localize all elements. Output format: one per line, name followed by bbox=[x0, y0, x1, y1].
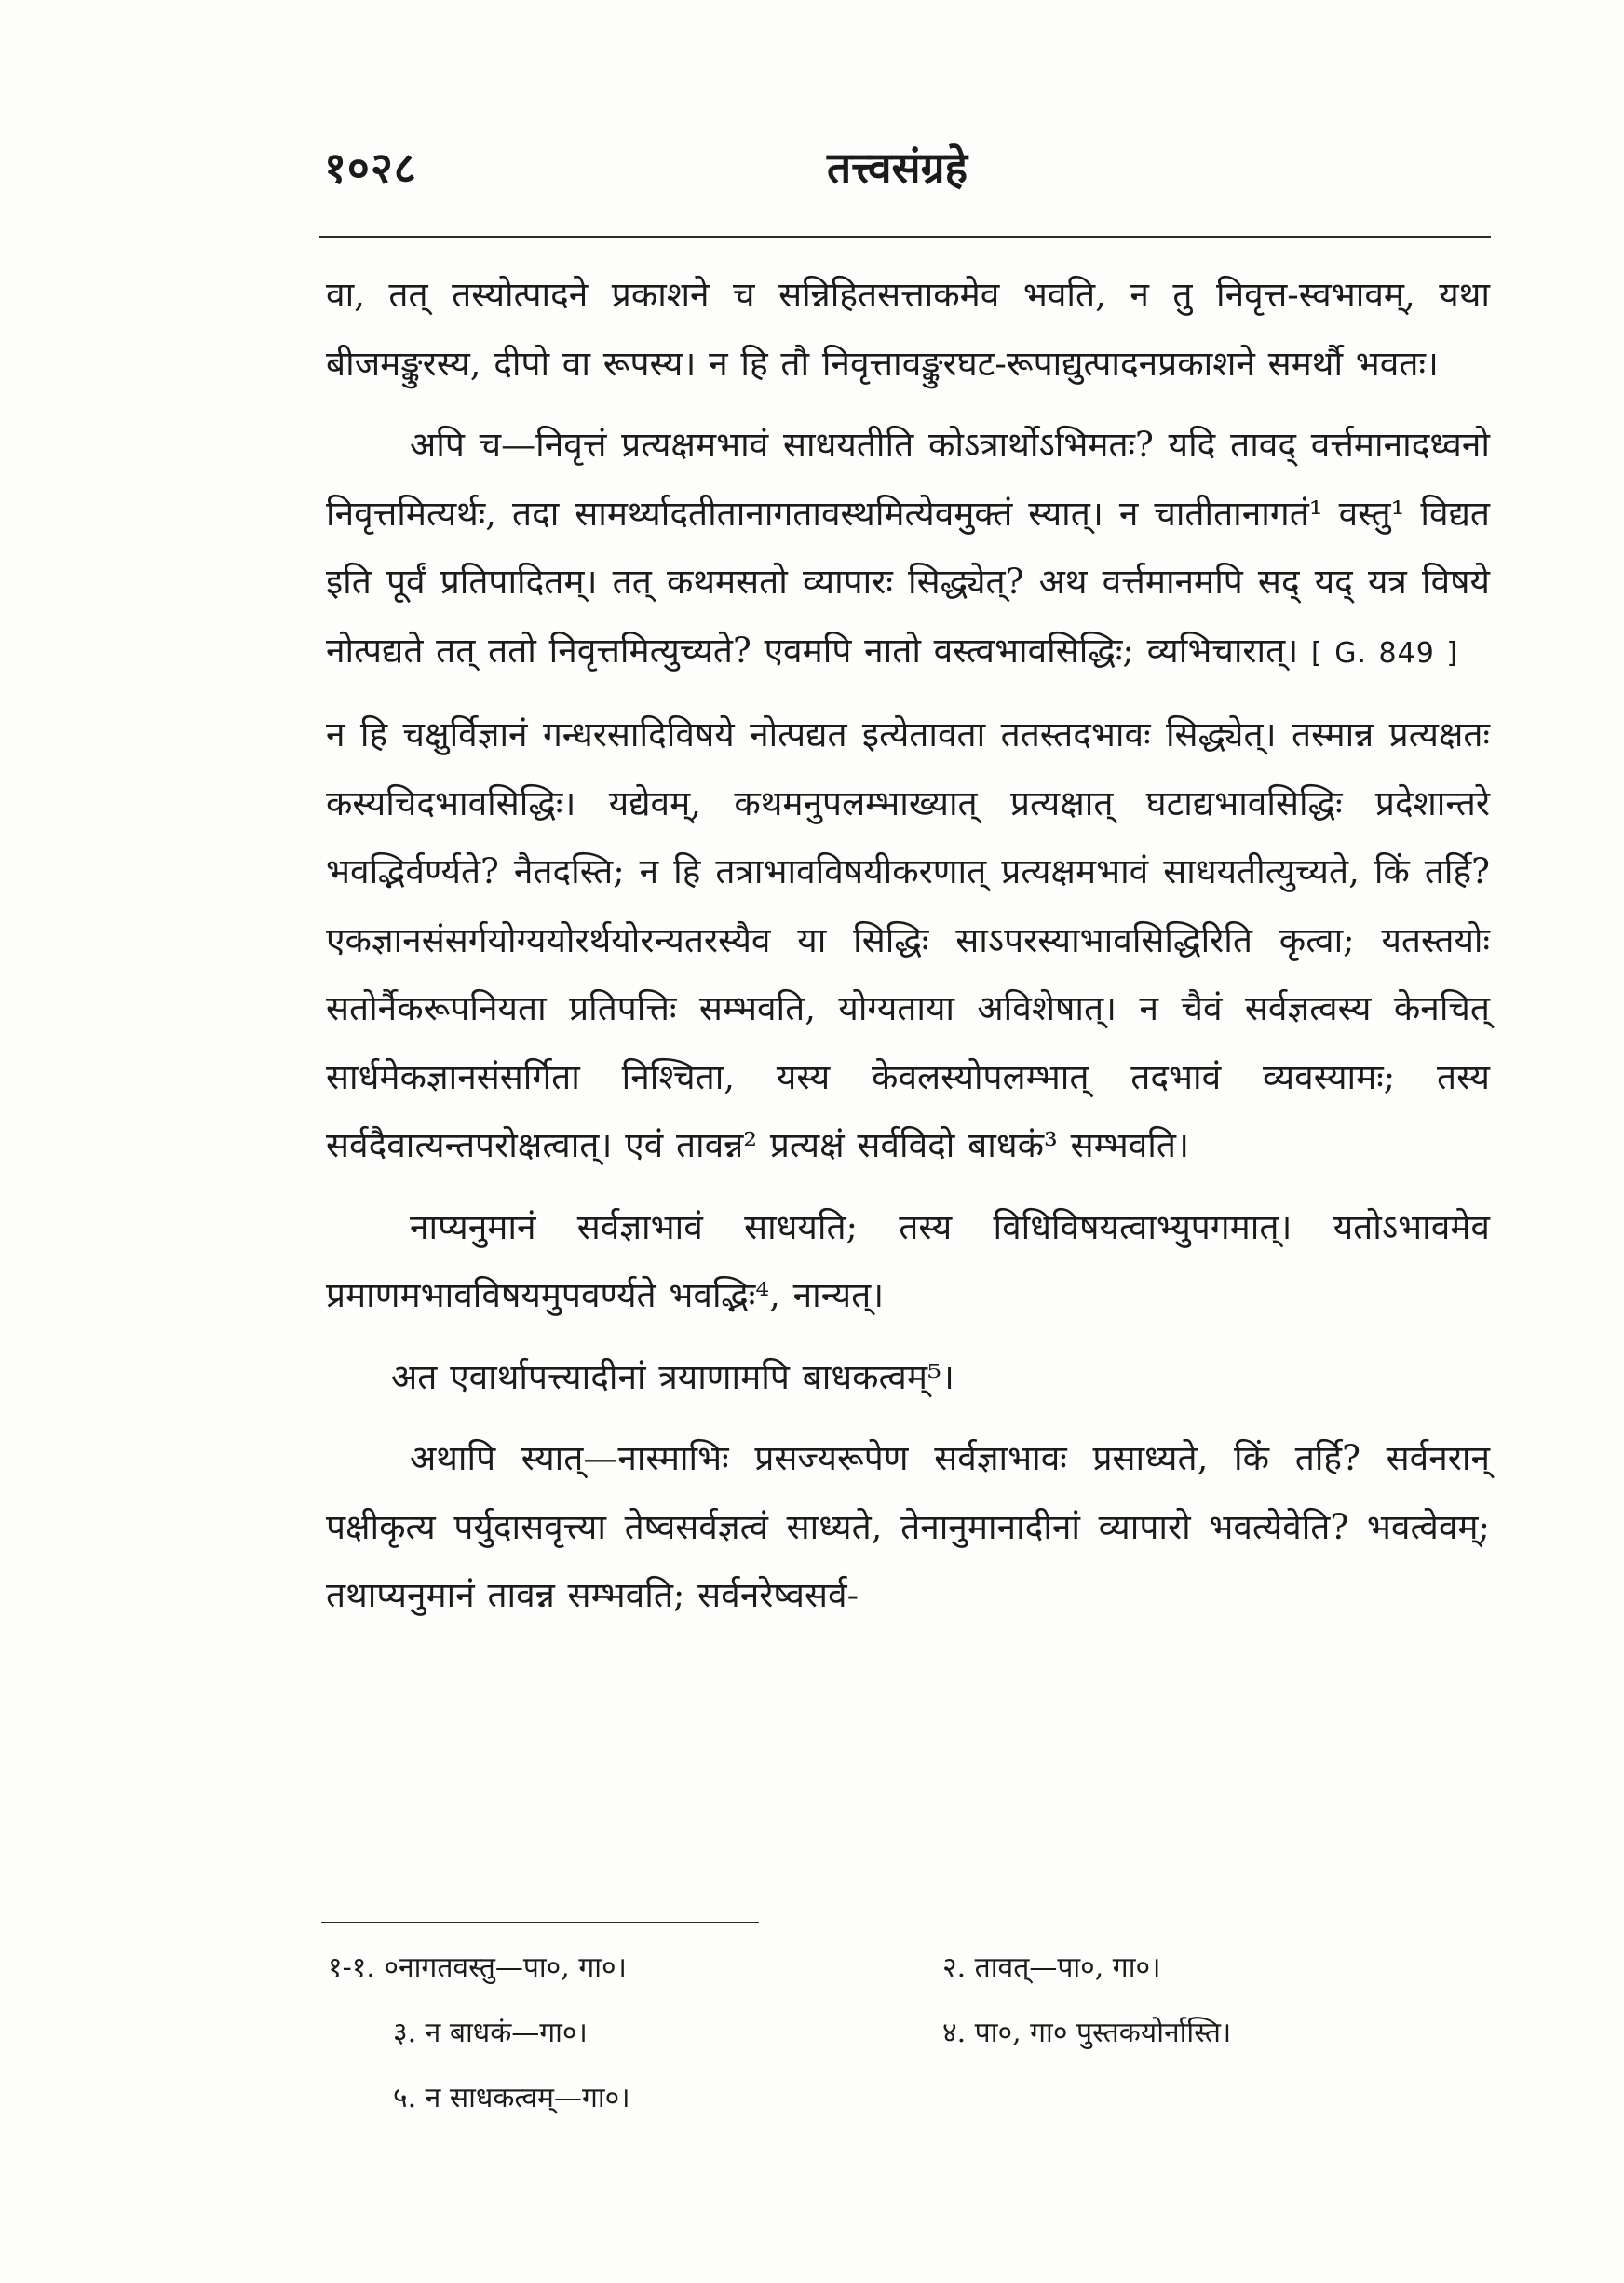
paragraph-2 bbox=[326, 411, 1490, 687]
running-title: तत्त्वसंग्रहे bbox=[827, 143, 968, 193]
footnotes bbox=[328, 1947, 1492, 2226]
header-rule bbox=[319, 236, 1491, 238]
footnote-3: ३. न बाधकं—गा०। bbox=[393, 2017, 588, 2049]
footnote-2: २. तावत्—पा०, गा०। bbox=[942, 1951, 1161, 1984]
footnote-5: ५. न साधकत्वम्—गा०। bbox=[393, 2082, 630, 2114]
page-header bbox=[324, 138, 1488, 212]
footnote-1: १-१. ०नागतवस्तु—पा०, गा०। bbox=[328, 1951, 627, 1984]
footnote-rule bbox=[321, 1922, 759, 1923]
paragraph-4: नाप्यनुमानं सर्वज्ञाभावं साधयति; तस्य विधिविषयत्वाभ्युपगमात्। यतोऽभावमेव प्रमाणमभावविषयमुपवर्ण्यते भवद्भिः⁴, नान्यत्। bbox=[326, 1206, 1490, 1315]
paragraph-6: अथापि स्यात्—नास्माभिः प्रसज्यरूपेण सर्वज्ञाभावः प्रसाध्यते, किं तर्हि? सर्वनरान् पक्षीकृत्य पर्युदासवृत्त्या तेष्वसर्वज्ञत्वं साध्यते, तेनानुमानादीनां व्यापारो भवत्येवेति? भवत्वेवम्; तथाप्यनुमानं तावन्न सम्भवति; सर्वनरेष्वसर्व- bbox=[326, 1438, 1490, 1615]
g-page-reference: [ G. 849 ] bbox=[1311, 636, 1459, 670]
footnote-4: ४. पा०, गा० पुस्तकयोर्नास्ति। bbox=[942, 2017, 1232, 2049]
paragraph-5: अत एवार्थापत्त्यादीनां त्रयाणामपि बाधकत्वम्⁵। bbox=[391, 1356, 954, 1397]
paragraph-3: न हि चक्षुर्विज्ञानं गन्धरसादिविषये नोत्पद्यत इत्येतावता ततस्तदभावः सिद्ध्येत्। तस्मान्न प्रत्यक्षतः कस्यचिदभावसिद्धिः। यद्येवम्, कथमनुपलम्भाख्यात् प्रत्यक्षात् घटाद्यभावसिद्धिः प्रदेशान्तरे भवद्भिर्वर्ण्यते? नैतदस्ति; न हि तत्राभावविषयीकरणात् प्रत्यक्षमभावं साधयतीत्युच्यते, किं तर्हि? एकज्ञानसंसर्गयोग्ययोरर्थयोरन्यतरस्यैव या सिद्धिः साऽपरस्याभावसिद्धिरिति कृत्वा; यतस्तयोः सतोर्नैकरूपनियता प्रतिपत्तिः सम्भवति, योग्यताया अविशेषात्। न चैवं सर्वज्ञत्वस्य केनचित् सार्धमेकज्ञानसंसर्गिता निश्चिता, यस्य केवलस्योपलम्भात् तदभावं व्यवस्यामः; तस्य सर्वदैवात्यन्तपरोक्षत्वात्। एवं तावन्न² प्रत्यक्षं सर्वविदो बाधकं³ सम्भवति। bbox=[326, 714, 1490, 1165]
page-number: १०२८ bbox=[324, 143, 417, 193]
main-text bbox=[326, 261, 1490, 1643]
paragraph-2-text: अपि च—निवृत्तं प्रत्यक्षमभावं साधयतीति कोऽत्रार्थोऽभिमतः? यदि तावद् वर्त्तमानादध्वनो निवृत्तमित्यर्थः, तदा सामर्थ्यादतीतानागतावस्थमित्येवमुक्तं स्यात्। न चातीतानागतं¹ वस्तु¹ विद्यत इति पूर्वं प्रतिपादितम्। तत् कथमसतो व्यापारः सिद्ध्येत्? अथ वर्त्तमानमपि सद् यद् यत्र विषये नोत्पद्यते तत् ततो निवृत्तमित्युच्यते? एवमपि नातो वस्त्वभावसिद्धिः; व्यभिचारात्। bbox=[326, 425, 1490, 671]
paragraph-1: वा, तत् तस्योत्पादने प्रकाशने च सन्निहितसत्ताकमेव भवति, न तु निवृत्त-स्वभावम्, यथा बीजमङ्कुरस्य, दीपो वा रूपस्य। न हि तौ निवृत्तावङ्कुरघट-रूपाद्युत्पादनप्रकाशने समर्थौ भवतः। bbox=[326, 275, 1490, 384]
